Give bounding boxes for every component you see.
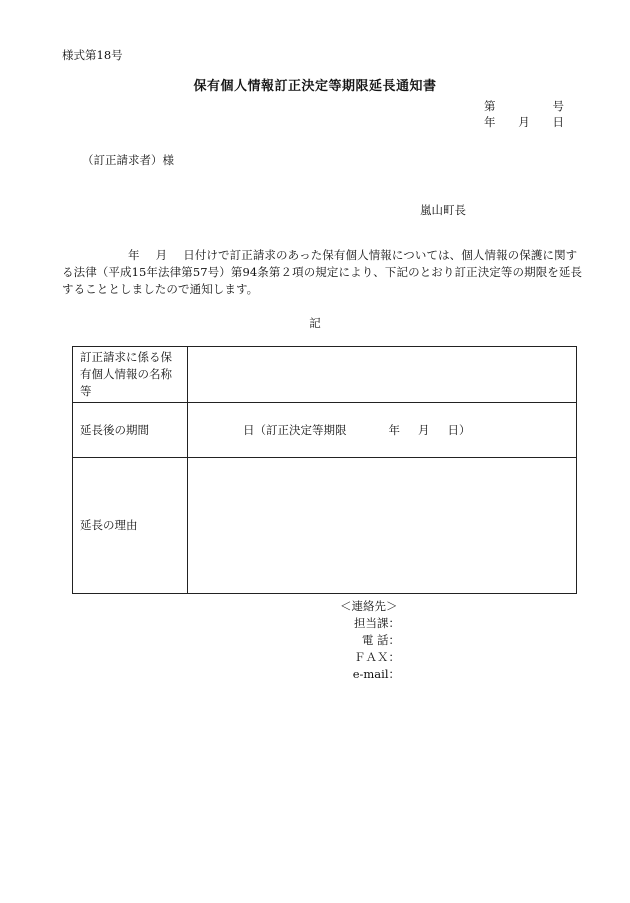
extended-period-label: 延長後の期間 bbox=[73, 403, 188, 458]
sender: 嵐山町長 bbox=[420, 203, 466, 217]
issue-date-day: 日 bbox=[552, 115, 564, 129]
notice-body bbox=[62, 247, 584, 298]
reason-value bbox=[188, 458, 577, 594]
body-date-month: 月 bbox=[155, 248, 168, 262]
extended-period-value bbox=[188, 403, 577, 458]
info-name-value bbox=[188, 347, 577, 403]
period-day: 日） bbox=[447, 423, 471, 437]
table-row bbox=[73, 347, 577, 403]
contact-email-label: e-mail： bbox=[352, 667, 400, 681]
issue-date-month: 月 bbox=[518, 115, 530, 129]
details-table bbox=[72, 346, 577, 594]
document-number-row bbox=[484, 98, 564, 114]
table-row bbox=[73, 403, 577, 458]
reason-label: 延長の理由 bbox=[73, 458, 188, 594]
contact-heading: ＜連絡先＞ bbox=[340, 599, 398, 613]
contact-fax-label: ＦＡＸ： bbox=[354, 650, 400, 664]
doc-no-suffix: 号 bbox=[552, 99, 564, 113]
contact-block bbox=[340, 598, 400, 683]
table-row bbox=[73, 458, 577, 594]
ki-heading: 記 bbox=[309, 316, 321, 330]
body-date-year: 年 bbox=[128, 248, 140, 262]
recipient: （訂正請求者）様 bbox=[82, 153, 174, 167]
period-days: 日（訂正決定等期限 bbox=[243, 423, 347, 437]
period-year: 年 bbox=[388, 423, 400, 437]
contact-phone-label: 電 話： bbox=[361, 633, 400, 647]
issue-date-row bbox=[484, 114, 564, 130]
document-title: 保有個人情報訂正決定等期限延長通知書 bbox=[193, 79, 437, 94]
contact-dept-label: 担当課： bbox=[354, 616, 400, 630]
document-number-block bbox=[484, 98, 564, 130]
issue-date-year: 年 bbox=[484, 115, 496, 129]
info-name-label: 訂正請求に係る保有個人情報の名称等 bbox=[73, 347, 188, 403]
form-number: 様式第18号 bbox=[62, 48, 123, 62]
body-text: 日付けで訂正請求のあった保有個人情報については、個人情報の保護に関する法律（平成15年法律第57号）第94条第２項の規定により、下記のとおり訂正決定等の期限を延長することとしましたので通知します。 bbox=[62, 248, 583, 296]
doc-no-prefix: 第 bbox=[484, 99, 496, 113]
period-month: 月 bbox=[418, 423, 430, 437]
